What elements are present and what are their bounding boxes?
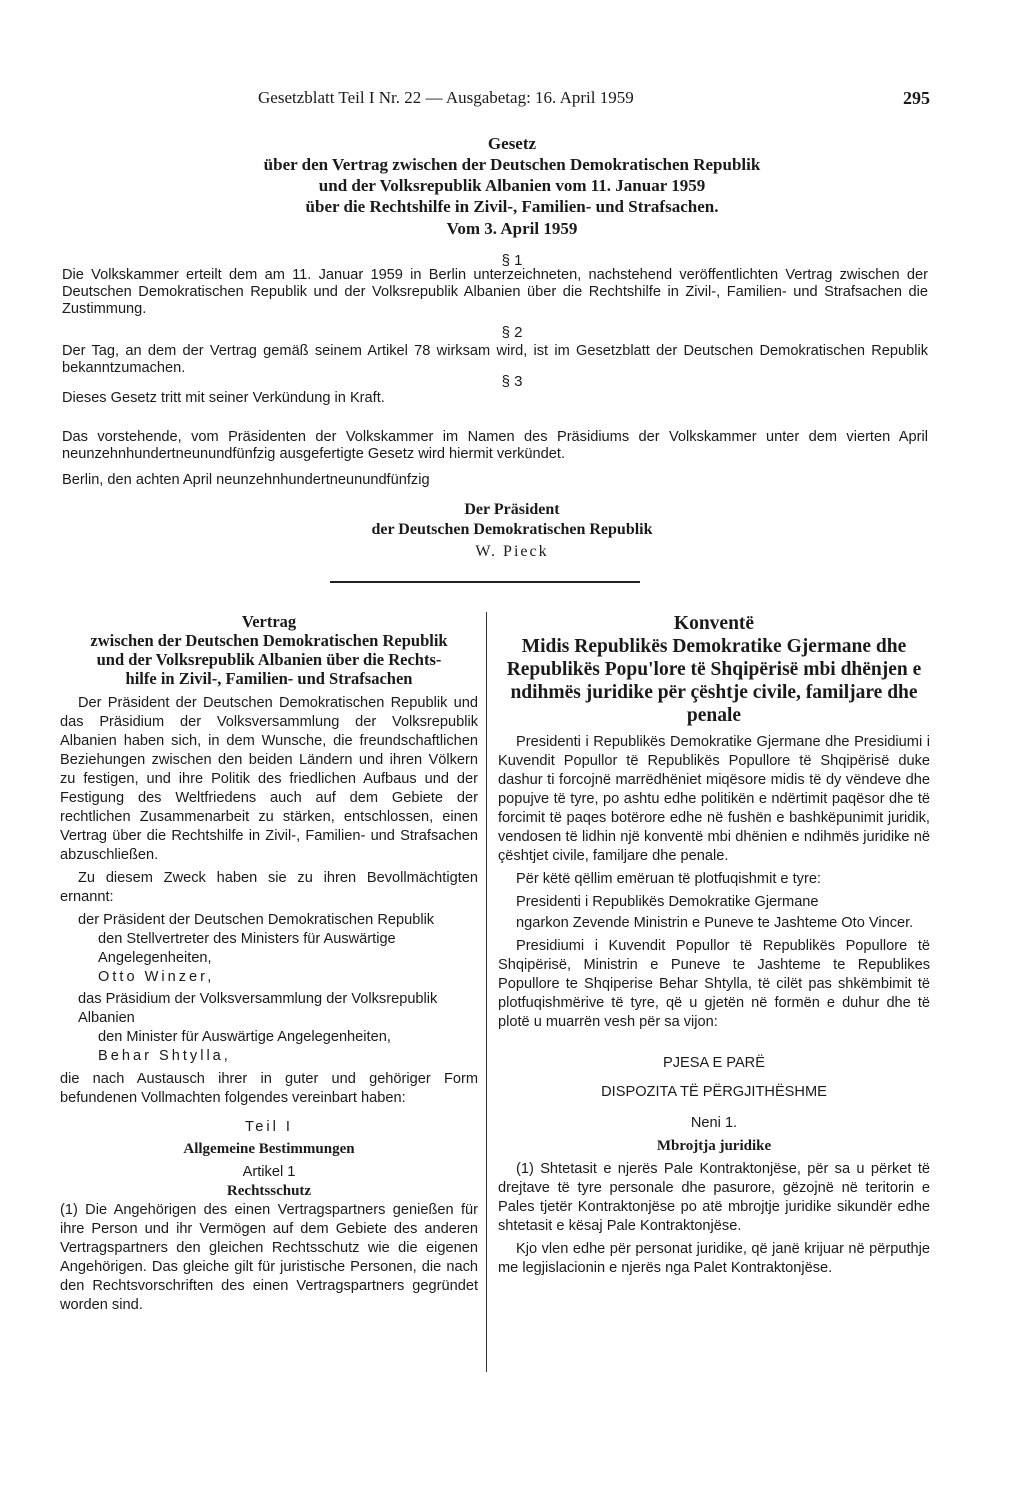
preamble-paragraph: Der Präsident der Deutschen Demokratischen Republik und das Präsidium der Volksversammlung der Volksrepublik Albanien haben sich, in dem Wunsche, die freundschaftlichen Beziehungen zwischen den beiden Ländern und ihren Völkern zu festigen, und ihre Politik des friedlichen Aufbaus und der Festigung des Weltfriedens auch auf dem Gebiete der rechtlichen Zusammenarbeit zu stärken, entschlossen, einen Vertrag über die Rechtshilfe in Zivil-, Familien- und Strafsachen abzuschließen. [60,695,478,863]
horizontal-divider [330,581,640,583]
law-paragraph: Dieses Gesetz tritt mit seiner Verkündung in Kraft. [62,390,385,406]
plenipotentiary-name: Behar Shtylla, [98,1048,231,1064]
article-paragraph: (1) Die Angehörigen des einen Vertragspartners genießen für ihre Person und ihr Vermögen auf dem Gebiete des anderen Vertragspartners den gleichen Rechtsschutz wie die eigenen Angehörigen. Das gleiche gilt für juristische Personen, die nach den Rechtsvorschriften des einen Vertragspartners gegründet worden sind. [60,1202,478,1313]
treaty-title-sq [498,612,930,727]
law-date: Vom 3. April 1959 [446,219,578,238]
article-title: Rechtsschutz [226,1183,312,1199]
paragraph: Presidenti i Republikës Demokratike Gjermane [516,894,819,910]
header-line: Gesetzblatt Teil I Nr. 22 — Ausgabetag: 16. April 1959 [258,88,634,107]
page-number: 295 [903,88,930,108]
law-title-line: über die Rechtshilfe in Zivil-, Familien- und Strafsachen. [305,197,719,216]
article-paragraph: Kjo vlen edhe për personat juridike, që janë krijuar në përputhje me legjislacionin e njerës nga Palet Kontraktonjëse. [498,1241,930,1276]
section-mark: § 1 [501,252,523,269]
law-title-line: über den Vertrag zwischen der Deutschen Demokratischen Republik [263,155,761,174]
article-heading: Neni 1. [690,1115,738,1131]
part-heading: PJESA E PARË [663,1055,765,1071]
paragraph: Zu diesem Zweck haben sie zu ihren Bevollmächtigten ernannt: [60,870,478,905]
section-mark: § 3 [501,373,523,390]
law-title-line: Gesetz [487,134,537,153]
paragraph: die nach Austausch ihrer in guter und gehöriger Form befundenen Vollmachten folgendes vereinbart haben: [60,1071,478,1106]
signature-block [90,500,934,564]
column-divider [486,612,487,1372]
title-line: hilfe in Zivil-, Familien- und Strafsachen [125,669,413,688]
title-line: und der Volksrepublik Albanien über die Rechts- [96,650,442,669]
plenipotentiary-line: der Präsident der Deutschen Demokratischen Republik [78,912,435,928]
albanian-column [498,612,930,1282]
part-title: Allgemeine Bestimmungen [183,1141,355,1157]
title-line: Midis Republikës Demokratike Gjermane dhe Republikës Popu'lore të Shqipërisë mbi dhënjen e ndihmës juridike për çështje civile, familjare dhe penale [506,636,922,726]
treaty-title-de [60,612,478,688]
plenipotentiary-line: das Präsidium der Volksversammlung der Volksrepublik Albanien [78,991,438,1026]
paragraph: Presidiumi i Kuvendit Popullor të Republikës Popullore të Shqipërisë, Ministrin e Puneve te Jashteme te Republikes Popullore te Shqiperise Behar Shtylla, të cilët pas shkëmbimit të plotfuqishmërive të tyre, që u gjetën në formën e duhur dhe të plotë u muarrën vesh për sa vijon: [498,938,930,1030]
german-column [60,612,478,1319]
law-title [90,133,934,217]
signatory-title: Der Präsident [464,501,560,518]
title-line: zwischen der Deutschen Demokratischen Republik [90,631,448,650]
promulgation-paragraph: Das vorstehende, vom Präsidenten der Volkskammer im Namen des Präsidiums der Volkskammer unter dem vierten April neunzehnhundertneunundfünfzig ausgefertigte Gesetz wird hiermit verkündet. [62,429,928,462]
plenipotentiary-line: den Stellvertreter des Ministers für Auswärtige Angelegenheiten, [98,931,396,966]
part-title: DISPOZITA TË PËRGJITHËSHME [601,1084,827,1100]
plenipotentiary-line: den Minister für Auswärtige Angelegenheiten, [98,1029,391,1045]
title-line: Konventë [673,613,755,634]
page-header [258,88,930,114]
law-paragraph: Die Volkskammer erteilt dem am 11. Januar 1959 in Berlin unterzeichneten, nachstehend veröffentlichten Vertrag zwischen der Deutschen Demokratischen Republik und der Volksrepublik Albanien über die Rechtshilfe in Zivil-, Familien- und Strafsachen die Zustimmung. [62,267,928,317]
place-date: Berlin, den achten April neunzehnhundertneunundfünfzig [62,472,430,488]
law-paragraph: Der Tag, an dem der Vertrag gemäß seinem Artikel 78 wirksam wird, ist im Gesetzblatt der Deutschen Demokratischen Republik bekanntzumachen. [62,343,928,376]
part-heading: Teil I [244,1119,293,1135]
paragraph: ngarkon Zevende Ministrin e Puneve te Jashteme Oto Vincer. [516,915,914,931]
article-title: Mbrojtja juridike [656,1138,772,1154]
plenipotentiary-name: Otto Winzer, [98,969,215,985]
law-title-line: und der Volksrepublik Albanien vom 11. Januar 1959 [318,176,706,195]
signatory-office: der Deutschen Demokratischen Republik [371,521,653,538]
article-paragraph: (1) Shtetasit e njerës Pale Kontraktonjëse, për sa u përket të drejtave të tyre personale dhe pasurore, gëzojnë në teritorin e Pales tjetër Kontraktonjëse po atë mbrojtje juridike sikundër edhe shtetasit e kësaj Pale Kontraktonjëse. [498,1161,930,1234]
paragraph: Për këtë qëllim emëruan të plotfuqishmit e tyre: [516,871,821,887]
signatory-name: W. Pieck [475,543,549,560]
section-mark: § 2 [501,324,523,341]
title-line: Vertrag [241,612,297,631]
article-heading: Artikel 1 [242,1164,296,1180]
preamble-paragraph: Presidenti i Republikës Demokratike Gjermane dhe Presidiumi i Kuvendit Popullor të Republikës Popullore të Shqipërisë duke dashur ti forcojnë marrëdhëniet miqësore midis të dy vëndeve dhe popujve të tyre, po ashtu edhe politikën e ndërtimit paqësor dhe të forcimit të paqes botërore edhe në fushën e bashkëpunimit juridik, vendosen të lidhin një konventë mbi dhënien e ndihmës juridike në çështjet civile, familjare dhe penale. [498,734,930,864]
